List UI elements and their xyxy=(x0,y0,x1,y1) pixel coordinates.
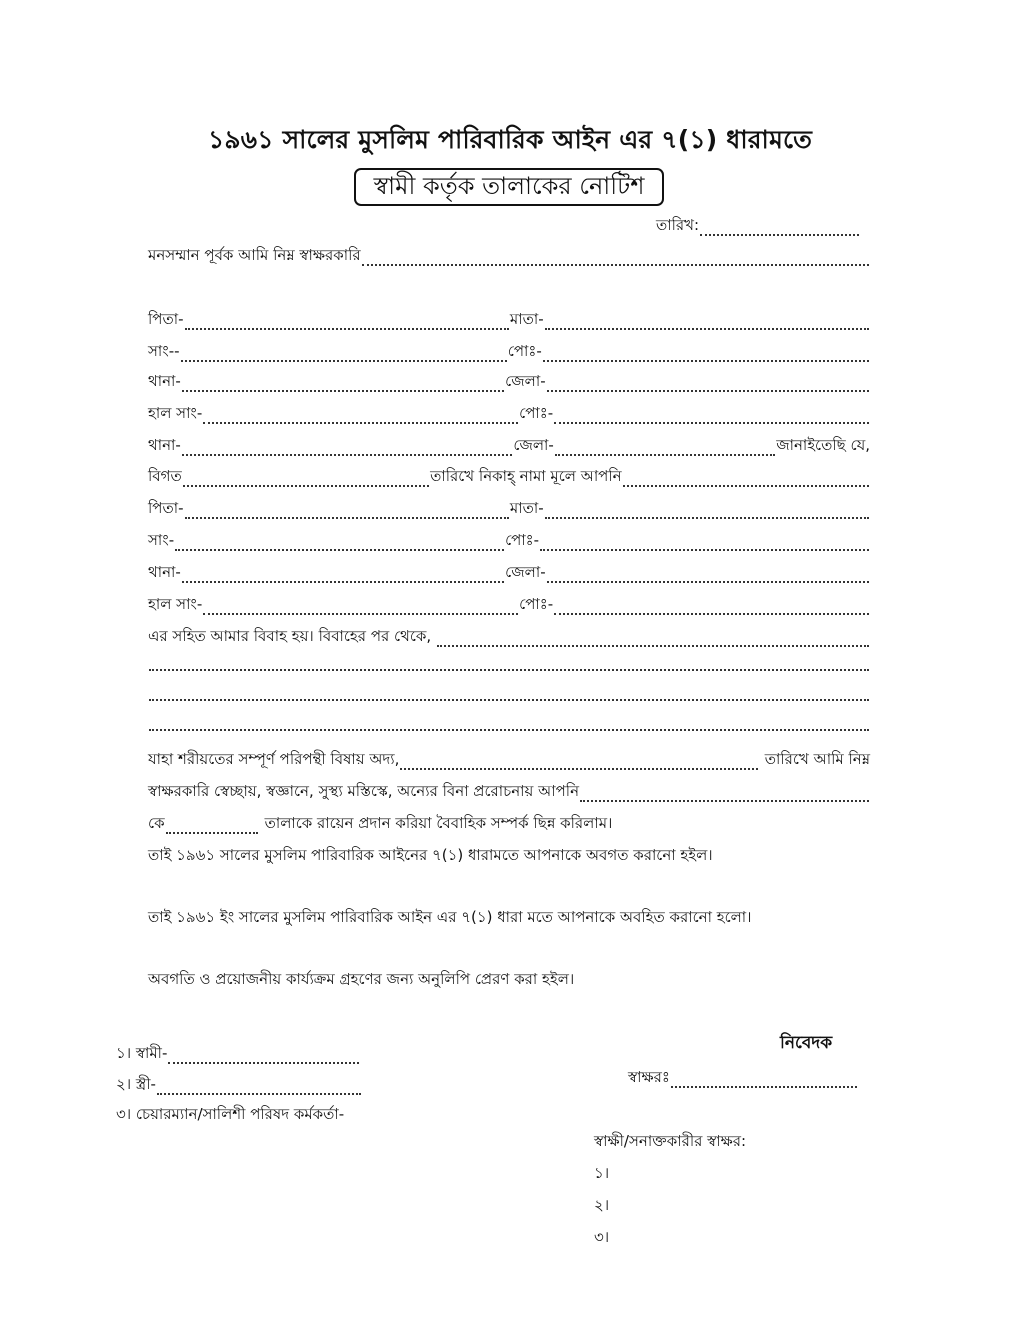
husband-present-thana-line xyxy=(148,434,870,459)
father-label: পিতা- xyxy=(148,499,184,517)
father-label: পিতা- xyxy=(148,310,184,328)
village-blank[interactable] xyxy=(175,537,504,551)
wife-name-blank[interactable] xyxy=(623,473,869,487)
thana-blank[interactable] xyxy=(182,442,513,456)
copy-husband-blank[interactable] xyxy=(168,1050,359,1064)
contrary-line xyxy=(148,748,870,773)
date-suffix-text: তারিখে আমি নিম্ন xyxy=(764,750,870,768)
wife-name-blank[interactable] xyxy=(580,788,869,802)
intro-text: মনসম্মান পূর্বক আমি নিম্ন স্বাক্ষরকারি xyxy=(148,246,361,264)
father-blank[interactable] xyxy=(185,505,509,519)
mother-blank[interactable] xyxy=(545,505,869,519)
copy-husband-label: ১। স্বামী- xyxy=(116,1044,168,1062)
copy-line: অবগতি ও প্রয়োজনীয় কার্য্যক্রম গ্রহণের জন্য অনুলিপি প্রেরণ করা হইল। xyxy=(148,970,575,988)
signature-label: স্বাক্ষরঃ xyxy=(628,1068,670,1086)
marriage-date-blank[interactable] xyxy=(183,473,429,487)
talaq-line xyxy=(148,812,870,837)
notice-title-box: স্বামী কর্তৃক তালাকের নোটিশ xyxy=(354,168,664,206)
father-blank[interactable] xyxy=(185,316,509,330)
wife-present-village-line xyxy=(148,593,870,618)
nikah-text: তারিখে নিকাহ্‌ নামা মূলে আপনি xyxy=(430,467,622,485)
document-title: ১৯৬১ সালের মুসলিম পারিবারিক আইন এর ৭(১) ধারামতে xyxy=(207,125,813,154)
mother-blank[interactable] xyxy=(545,316,869,330)
district-blank[interactable] xyxy=(555,442,775,456)
date-line xyxy=(656,214,860,239)
copy-wife-label: ২। স্ত্রী- xyxy=(116,1075,156,1093)
reason-blank[interactable] xyxy=(437,633,869,647)
talaq-date-blank[interactable] xyxy=(400,756,757,770)
ke-text: কে xyxy=(148,814,165,832)
intro-line xyxy=(148,244,870,269)
thana-label: থানা- xyxy=(148,563,181,581)
husband-thana-line xyxy=(148,370,870,395)
copy-husband xyxy=(116,1042,360,1067)
post-label: পোঃ- xyxy=(519,404,554,422)
signer-name-blank[interactable] xyxy=(362,252,869,266)
wife-village-line xyxy=(148,529,870,554)
copy-wife-blank[interactable] xyxy=(157,1081,361,1095)
copy-wife xyxy=(116,1073,362,1098)
voluntary-line xyxy=(148,780,870,805)
husband-village-line xyxy=(148,340,870,365)
married-text: এর সহিত আমার বিবাহ হয়। বিবাহের পর থেকে, xyxy=(148,627,432,645)
present-village-blank[interactable] xyxy=(203,601,518,615)
witness-label: স্বাক্ষী/সনাক্তকারীর স্বাক্ষর: xyxy=(594,1132,747,1150)
thana-blank[interactable] xyxy=(182,378,504,392)
witness-2: ২। xyxy=(594,1196,610,1214)
reason-blank[interactable] xyxy=(149,687,869,701)
signature-blank[interactable] xyxy=(671,1074,857,1088)
contrary-text: যাহা শরীয়তের সম্পূর্ণ পরিপন্থী বিষায় অদ্য, xyxy=(148,750,400,768)
post-blank[interactable] xyxy=(540,537,869,551)
present-village-blank[interactable] xyxy=(203,410,518,424)
mother-label: মাতা- xyxy=(509,310,544,328)
village-blank[interactable] xyxy=(181,348,507,362)
district-label: জেলা- xyxy=(505,372,546,390)
witness-3: ৩। xyxy=(594,1228,610,1246)
mother-label: মাতা- xyxy=(509,499,544,517)
notify-line-2: তাই ১৯৬১ ইং সালের মুসলিম পারিবারিক আইন এর ৭(১) ধারা মতে আপনাকে অবহিত করানো হলো। xyxy=(148,908,752,926)
reason-line-1 xyxy=(148,656,870,674)
reason-line-3 xyxy=(148,716,870,734)
thana-blank[interactable] xyxy=(182,569,504,583)
notify-line-1: তাই ১৯৬১ সালের মুসলিম পারিবারিক আইনের ৭(১) ধারামতে আপনাকে অবগত করানো হইল। xyxy=(148,846,713,864)
informing-text: জানাইতেছি যে, xyxy=(776,436,870,454)
post-blank[interactable] xyxy=(554,410,869,424)
thana-label: থানা- xyxy=(148,436,181,454)
post-label: পোঃ- xyxy=(519,595,554,613)
district-label: জেলা- xyxy=(505,563,546,581)
talaq-count-blank[interactable] xyxy=(166,820,258,834)
present-village-label: হাল সাং- xyxy=(148,404,203,422)
witness-1: ১। xyxy=(594,1164,610,1182)
reason-blank[interactable] xyxy=(149,717,869,731)
district-label: জেলা- xyxy=(513,436,554,454)
district-blank[interactable] xyxy=(547,378,869,392)
thana-label: থানা- xyxy=(148,372,181,390)
post-label: পোঃ- xyxy=(507,342,542,360)
wife-thana-line xyxy=(148,561,870,586)
husband-parents-line xyxy=(148,308,870,333)
talaq-text: তালাকে রায়েন প্রদান করিয়া বৈবাহিক সম্পর্ক ছিন্ন করিলাম। xyxy=(264,814,613,832)
signature-line xyxy=(628,1066,858,1091)
post-label: পোঃ- xyxy=(505,531,540,549)
village-label: সাং-- xyxy=(148,342,180,360)
wife-parents-line xyxy=(148,497,870,522)
reason-line-2 xyxy=(148,686,870,704)
reason-blank[interactable] xyxy=(149,657,869,671)
post-blank[interactable] xyxy=(554,601,869,615)
applicant-label: নিবেদক xyxy=(780,1033,833,1053)
marriage-date-line xyxy=(148,465,870,490)
district-blank[interactable] xyxy=(547,569,869,583)
husband-present-village-line xyxy=(148,402,870,427)
post-blank[interactable] xyxy=(543,348,869,362)
village-label: সাং- xyxy=(148,531,175,549)
married-line xyxy=(148,625,870,650)
voluntary-text: স্বাক্ষরকারি স্বেচ্ছায়, স্বজ্ঞানে, সুস্থ্য মস্তিস্কে, অন্যের বিনা প্ররোচনায় আপনি xyxy=(148,782,580,800)
past-label: বিগত xyxy=(148,467,182,485)
copy-chairman: ৩। চেয়ারম্যান/সালিশী পরিষদ কর্মকর্তা- xyxy=(116,1105,345,1123)
present-village-label: হাল সাং- xyxy=(148,595,203,613)
date-blank[interactable] xyxy=(700,222,859,236)
date-label: তারিখ: xyxy=(656,216,700,234)
